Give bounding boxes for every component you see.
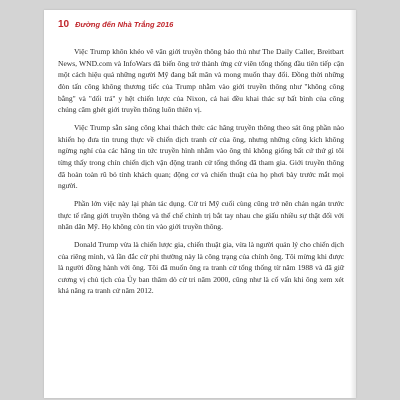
page-header: [58, 19, 344, 35]
page-body: [58, 46, 344, 303]
paragraph-4: Donald Trump vừa là chiến lược gia, chiến thuật gia, vừa là người quản lý cho chiến dịch của riêng mình, và lần đắc cử phi thường này là công trạng của chính ông. Tôi mừng khi được là người đồng hành với ông. Tôi đã muốn ông ra tranh cử tổng thống từ năm 1988 và đã giữ cương vị chủ tịch của Ủy ban thăm dò cử tri năm 2000, cũng như là cố vấn khi ông xem xét khả năng ra tranh cử năm 2012.: [58, 239, 344, 296]
running-title: Đường đến Nhà Trắng 2016: [75, 20, 174, 29]
page-gutter-shadow: [350, 10, 356, 398]
book-page: [44, 10, 356, 398]
paragraph-2: Việc Trump sẵn sàng công khai thách thức các hãng truyền thông theo sát ông phần nào khiến họ đưa tin trung thực về chiến dịch tranh cử của ông, nhưng những công kích không ngừng nghỉ của các hãng tin tức truyền hình nhằm vào ông thì không giống bất cứ thứ gì tôi từng thấy trong chín chiến dịch vận động tranh cử tổng thống đã tham gia. Giới truyền thông đã hoàn toàn rũ bỏ tính khách quan; động cơ và chiến thuật của họ phơi bày trước mắt mọi người.: [58, 122, 344, 191]
paragraph-3: Phần lớn việc này lại phản tác dụng. Cử tri Mỹ cuối cùng cũng trở nên chán ngán trước thực tế rằng giới truyền thông và thể chế chính trị bắt tay nhau che giấu nhiều sự thật đối với nhân dân Mỹ. Họ không còn tin vào giới truyền thông.: [58, 198, 344, 232]
paragraph-1: Việc Trump khôn khéo vẽ vãn giới truyền thông bảo thủ như The Daily Caller, Breitbart News, WND.com và InfoWars đã biến ông trở thành ứng cử viên tổng thống đầu tiên tiếp cận một cách hiệu quả những người Mỹ đang bất mãn và mong muốn thay đổi. Đồng thời những đòn tấn công không thương tiếc của Trump nhằm vào giới truyền thông như "không công bằng" và "dối trá" y hệt chiến lược của Nixon, cả hai đều khai thác sự bất bình của công chúng căm ghét giới truyền thông luôn thiên vị.: [58, 47, 344, 115]
page-number: 10: [58, 19, 70, 30]
